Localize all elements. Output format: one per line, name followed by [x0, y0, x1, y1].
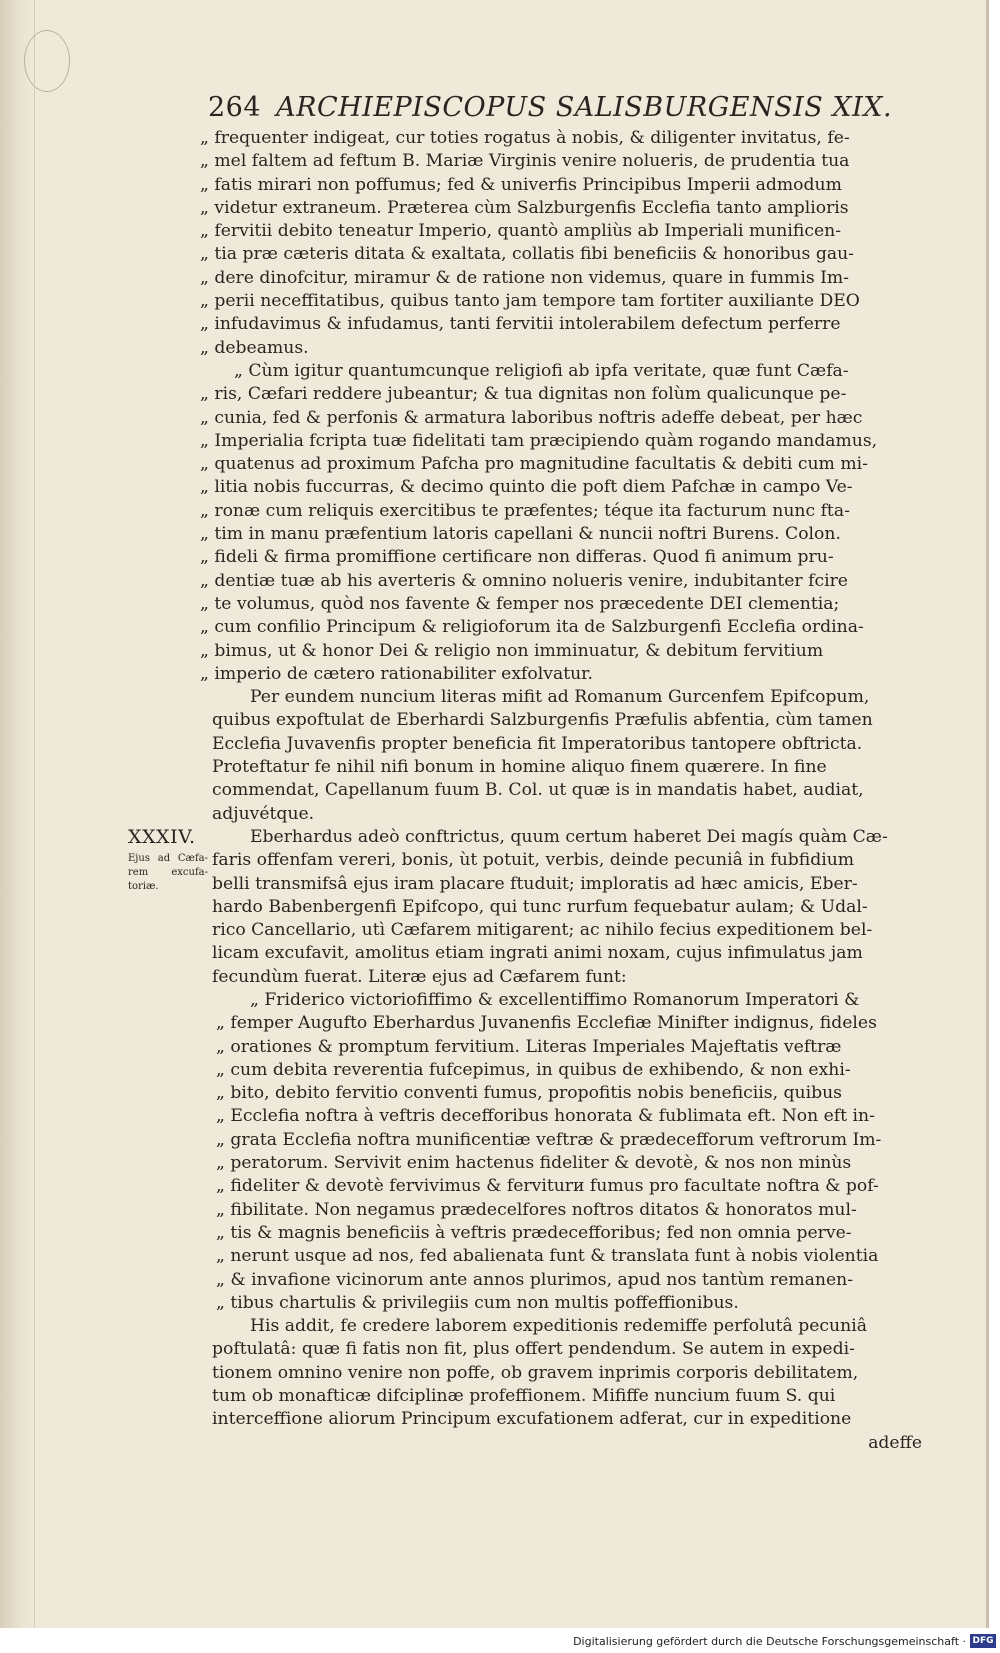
text-line: „ bito, debito fervitio conventi fumus, propofitis nobis beneficiis, quibus [216, 1083, 842, 1104]
text-line: „ litia nobis fuccurras, & decimo quinto die poft diem Pafchæ in campo Ve- [200, 477, 853, 498]
text-line: fecundùm fuerat. Literæ ejus ad Cæfarem funt: [212, 966, 627, 987]
text-line: „ mel faltem ad feftum B. Mariæ Virginis venire nolueris, de prudentia tua [200, 151, 850, 172]
text-line: „ quatenus ad proximum Pafcha pro magnitudine facultatis & debiti cum mi- [200, 454, 868, 475]
text-line: „ Imperialia fcripta tuæ fidelitati tam præcipiendo quàm rogando mandamus, [200, 430, 878, 451]
paragraph-section-body [130, 826, 930, 989]
text-line: „ Cùm igitur quantumcunque religiofi ab ipfa veritate, quæ funt Cæfa- [234, 360, 849, 381]
paragraph-letter-part1 [130, 127, 930, 360]
text-line: hardo Babenbergenfi Epifcopo, qui tunc rurfum fequebatur aulam; & Udal- [212, 896, 868, 917]
page-gutter [0, 0, 35, 1628]
catchword: adeffe [868, 1432, 922, 1453]
text-line: adjuvétque. [212, 803, 315, 824]
text-line: „ fibilitate. Non negamus prædecelfores noftros ditatos & honoratos mul- [216, 1199, 857, 1220]
text-line: „ femper Augufto Eberhardus Juvanenfis Ecclefiæ Minifter indignus, fideles [216, 1013, 877, 1034]
text-line: „ tia præ cæteris ditata & exaltata, collatis fibi beneficiis & honoribus gau- [200, 244, 854, 265]
running-header [208, 92, 930, 123]
text-line: „ cum debita reverentia fufcepimus, in quibus de exhibendo, & non exhi- [216, 1059, 851, 1080]
text-line: commendat, Capellanum fuum B. Col. ut quæ is in mandatis habet, audiat, [212, 780, 864, 801]
text-line: „ fideli & firma promiffione certificare non differas. Quod fi animum pru- [200, 547, 834, 568]
text-line: „ Friderico victoriofiffimo & excellentiffimo Romanorum Imperatori & [250, 989, 860, 1010]
paragraph-letter-part2 [130, 360, 930, 686]
text-line: Eberhardus adeò conftrictus, quum certum haberet Dei magís quàm Cæ- [250, 826, 888, 847]
text-line: „ dere dinofcitur, miramur & de ratione non videmus, quare in fummis Im- [200, 267, 849, 288]
running-title: ARCHIEPISCOPUS SALISBURGENSIS XIX. [276, 92, 893, 123]
text-line: „ orationes & promptum fervitium. Literas Imperiales Majeftatis veftræ [216, 1036, 842, 1057]
text-line: rico Cancellario, utì Cæfarem mitigarent; ac nihilo fecius expeditionem bel- [212, 920, 873, 941]
text-line: „ tis & magnis beneficiis à veftris prædecefforibus; fed non omnia perve- [216, 1222, 852, 1243]
page-number: 264 [208, 92, 262, 123]
text-line: licam excufavit, amolitus etiam ingrati animi noxam, cujus infimulatus jam [212, 943, 863, 964]
text-line: tionem omnino venire non poffe, ob gravem inprimis corporis debilitatem, [212, 1362, 859, 1383]
section-xxxiv [130, 826, 930, 989]
page-content [130, 92, 930, 1455]
text-line: His addit, fe credere laborem expeditionis redemiffe perfolutâ pecuniâ [250, 1316, 867, 1337]
text-line: „ tibus chartulis & privilegiis cum non multis poffeffionibus. [216, 1292, 739, 1313]
text-line: „ ronæ cum reliquis exercitibus te præfentes; téque ita facturum nunc fta- [200, 500, 850, 521]
text-line: „ dentiæ tuæ ab his averteris & omnino nolueris venire, indubitanter fcire [200, 570, 848, 591]
text-line: „ & invafione vicinorum ante annos plurimos, apud nos tantùm remanen- [216, 1269, 854, 1290]
page-corner-mark [24, 30, 70, 92]
text-line: „ te volumus, quòd nos favente & femper nos præcedente DEI clementia; [200, 593, 840, 614]
text-line: faris offenfam vereri, bonis, ùt potuit, verbis, deinde pecuniâ in fubfidium [212, 850, 855, 871]
dfg-logo: DFG [970, 1634, 996, 1648]
text-line: „ perii neceffitatibus, quibus tanto jam tempore tam fortiter auxiliante DEO [200, 291, 860, 312]
text-line: „ cum confilio Principum & religioforum ita de Salzburgenfi Ecclefia ordina- [200, 617, 864, 638]
text-line: „ frequenter indigeat, cur toties rogatus à nobis, & diligenter invitatus, fe- [200, 128, 850, 148]
paragraph-narrative [130, 686, 930, 826]
text-line: „ fatis mirari non poffumus; fed & univerfis Principibus Imperii admodum [200, 174, 842, 195]
footer-credit: Digitalisierung gefördert durch die Deutsche Forschungsgemeinschaft · [573, 1635, 966, 1648]
text-line: „ fideliter & devotè fervivimus & ferviturи fumus pro facultate noftra & pof- [216, 1176, 879, 1197]
text-line: „ peratorum. Servivit enim hactenus fideliter & devotè, & nos non minùs [216, 1153, 852, 1174]
paragraph-letter-eberhard [130, 989, 930, 1315]
text-line: Ecclefia Juvavenfis propter beneficia fit Imperatoribus tantopere obftricta. [212, 733, 863, 754]
text-line: „ imperio de cætero rationabiliter exfolvatur. [200, 663, 593, 684]
paragraph-summary [130, 1315, 930, 1431]
marginal-note: Ejus ad Cæfa- rem excufa- toriæ. [128, 852, 208, 892]
text-line: belli transmifsâ ejus iram placare ftuduit; imploratis ad hæc amicis, Eber- [212, 873, 858, 894]
text-line: „ ris, Cæfari reddere jubeantur; & tua dignitas non folùm qualicunque pe- [200, 384, 847, 405]
text-line: „ tim in manu præfentium latoris capellani & nuncii noftri Burens. Colon. [200, 524, 841, 545]
text-line: Proteftatur fe nihil nifi bonum in homine aliquo finem quærere. In fine [212, 757, 827, 778]
text-line: poftulatâ: quæ fi fatis non fit, plus offert pendendum. Se autem in expedi- [212, 1339, 855, 1360]
text-line: „ grata Ecclefia noftra munificentiæ veftræ & prædecefforum veftrorum Im- [216, 1129, 882, 1150]
text-line: „ videtur extraneum. Præterea cùm Salzburgenfis Ecclefia tanto amplioris [200, 197, 849, 218]
text-line: tum ob monafticæ difciplinæ profeffionem. Mififfe nuncium fuum S. qui [212, 1386, 836, 1407]
text-line: „ cunia, fed & perfonis & armatura laboribus noftris adeffe debeat, per hæc [200, 407, 863, 428]
body-text [130, 127, 930, 1455]
text-line: „ infudavimus & infudamus, tanti fervitii intolerabilem defectum perferre [200, 314, 841, 335]
footer-bar [0, 1632, 1000, 1653]
section-number: XXXIV. [128, 825, 196, 848]
text-line: „ debeamus. [200, 337, 309, 358]
text-line: interceffione aliorum Principum excufationem adferat, cur in expeditione [212, 1409, 852, 1430]
text-line: „ bimus, ut & honor Dei & religio non imminuatur, & debitum fervitium [200, 640, 824, 661]
text-line: quibus expoftulat de Eberhardi Salzburgenfis Præfulis abfentia, cùm tamen [212, 710, 873, 731]
text-line: „ nerunt usque ad nos, fed abalienata funt & translata funt à nobis violentia [216, 1246, 879, 1267]
text-line: „ fervitii debito teneatur Imperio, quantò ampliùs ab Imperiali munificen- [200, 221, 842, 242]
text-line: „ Ecclefia noftra à veftris decefforibus honorata & fublimata eft. Non eft in- [216, 1106, 875, 1127]
text-line: Per eundem nuncium literas mifit ad Romanum Gurcenfem Epifcopum, [250, 687, 870, 708]
